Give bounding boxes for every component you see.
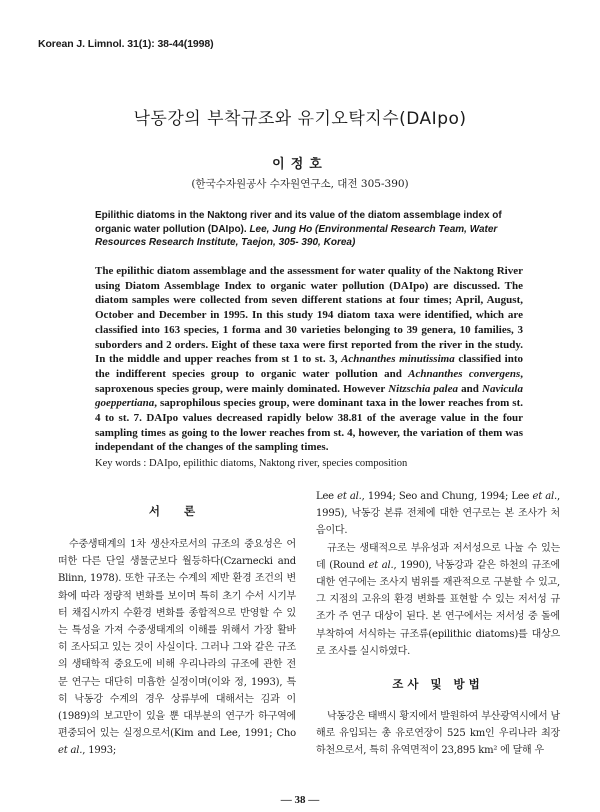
species-name: Nitzschia palea bbox=[388, 382, 458, 395]
species-name: Navicula goeppertiana bbox=[95, 382, 523, 410]
abstract-text: , saprophilous species group, were dominant taxa in the lower reaches from st. 4 to st. 7. DAIpo values decreased rapidly below 38.81 of the average value in the four sampling times as going to the lower reaches from st. 4, however, the variation of them was independant of the changes of the sampling times. bbox=[95, 397, 523, 454]
abstract-text: and bbox=[461, 382, 479, 395]
right-column-methods bbox=[316, 708, 560, 760]
abstract-text: , saproxenous species group, were mainly dominated. However bbox=[95, 367, 523, 395]
english-author: Lee, Jung Ho (Environmental Research Team, Water Resources Research Institute, Taejon, 305- 390, Korea) bbox=[95, 223, 498, 248]
species-name: Achnanthes minutissima bbox=[341, 353, 455, 366]
author-name: 이정호 bbox=[272, 157, 328, 172]
keywords: Key words : DAIpo, epilithic diatoms, Naktong river, species composition bbox=[95, 458, 408, 469]
body-paragraph: 낙동강은 태백시 황지에서 발원하여 부산광역시에서 남해로 유입되는 총 유로연장이 525 km인 우리나라 최장 하천으로서, 특히 유역면적이 23,895 km² 에 달해 우 bbox=[316, 711, 560, 757]
body-paragraph: Lee et al., 1994; Seo and Chung, 1994; Lee et al., 1995), 낙동강 본류 전체에 대한 연구로는 본 조사가 처음이다. bbox=[316, 491, 560, 537]
abstract-text: The epilithic diatom assemblage and the assessment for water quality of the Naktong River using Diatom Assemblage Index to organic water pollution (DAIpo) are discussed. The diatom samples were collected from seven different stations at four times; April, August, October and December in 1995. In this study 194 diatom taxa were identified, which are classified into 163 species, 1 forma and 30 varieties belonging to 39 genera, 10 families, 3 suborders and 2 orders. Eight of these taxa were first reported from the river in the study. In the middle and upper reaches from st 1 to st. 3, bbox=[95, 265, 523, 366]
section-heading-introduction: 서 론 bbox=[148, 504, 206, 518]
journal-reference: Korean J. Limnol. 31(1): 38-44(1998) bbox=[38, 38, 214, 50]
left-column bbox=[58, 536, 296, 760]
author-affiliation: (한국수자원공사 수자원연구소, 대전 305-390) bbox=[191, 178, 409, 190]
right-column bbox=[316, 488, 560, 660]
section-heading-methods: 조사 및 방법 bbox=[392, 677, 484, 691]
abstract bbox=[95, 264, 523, 455]
body-paragraph: 수중생태계의 1차 생산자로서의 규조의 중요성은 어떠한 다른 단일 생물군보다 월등하다(Czarnecki and Blinn, 1978). 또한 규조는 수계의 제반 환경 조건의 변화에 따라 정량적 변화를 보이며 특히 초기 수서 시기부터 채집시까지 수환경 변화를 종합적으로 반영할 수 있는 특성을 가져 수중생태계의 이해를 위해서 가장 활바히 조사되고 있는 것이 사실이다. 그러나 그와 같은 규조의 생태학적 중요도에 비해 우리나라의 규조에 관한 전문 연구는 대단히 미흡한 실정이며(이와 정, 1993), 특히 낙동강 수계의 경우 상류부에 대해서는 김과 이(1989)의 보고만이 있을 뿐 대부분의 연구가 하구역에 편중되어 있는 실정으로서(Kim and Lee, 1991; Cho et al., 1993; bbox=[58, 539, 296, 757]
abstract-text: classified into the indifferent species group to organic water pollution and bbox=[95, 353, 524, 380]
paper-title: 낙동강의 부착규조와 유기오탁지수(DAIpo) bbox=[133, 109, 467, 129]
species-name: Achnanthes convergens bbox=[408, 367, 521, 380]
body-paragraph: 규조는 생태적으로 부유성과 저서성으로 나눌 수 있는데 (Round et al., 1990), 낙동강과 같은 하천의 규조에 대한 연구에는 조사지 범위를 재관적으로 구분할 수 있고, 그 지점의 고유의 환경 변화를 표현할 수 있는 저서성 규조가 주 연구 대상이 된다. 본 연구에서는 저서성 중 돌에 부착하여 서식하는 규조류(epilithic diatoms)를 대상으로 조사를 실시하였다. bbox=[316, 542, 560, 657]
english-title: Epilithic diatoms in the Naktong river and its value of the diatom assemblage index of organic water pollution (DAIpo). bbox=[95, 210, 502, 235]
english-title-block bbox=[95, 209, 525, 250]
page-number: — 38 — bbox=[280, 794, 320, 806]
